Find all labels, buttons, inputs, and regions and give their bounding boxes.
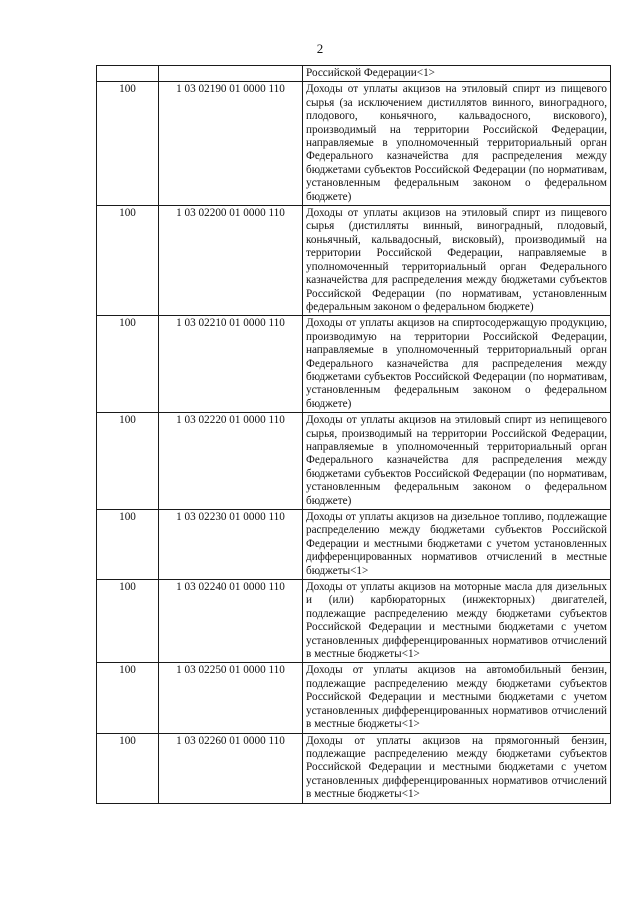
table-row <box>97 580 611 663</box>
description-cell: Доходы от уплаты акцизов на этиловый спирт из непищевого сырья, производимый на территории Российской Федерации, направляемые в уполномоченный территориальный орган Федерального казначейства для распределения между бюджетами субъектов Российской Федерации (по нормативам, установленным федеральным законом о федеральном бюджете) <box>303 413 611 510</box>
table-row <box>97 663 611 733</box>
admin-code-cell: 100 <box>97 580 159 663</box>
table-row <box>97 316 611 413</box>
admin-code-cell: 100 <box>97 663 159 733</box>
description-cell: Доходы от уплаты акцизов на спиртосодержащую продукцию, производимую на территории Российской Федерации, направляемые в уполномоченный территориальный орган Федерального казначейства для распределения между бюджетами субъектов Российской Федерации (по нормативам, установленным федеральным законом о федеральном бюджете) <box>303 316 611 413</box>
table-row <box>97 510 611 580</box>
budget-code-cell <box>159 66 303 82</box>
description-cell: Доходы от уплаты акцизов на автомобильный бензин, подлежащие распределению между бюджетами субъектов Российской Федерации и местными бюджетами с учетом установленных дифференцированных нормативов отчислений в местные бюджеты<1> <box>303 663 611 733</box>
admin-code-cell: 100 <box>97 316 159 413</box>
admin-code-cell <box>97 66 159 82</box>
description-cell: Российской Федерации<1> <box>303 66 611 82</box>
budget-code-cell: 1 03 02260 01 0000 110 <box>159 733 303 803</box>
admin-code-cell: 100 <box>97 510 159 580</box>
admin-code-cell: 100 <box>97 413 159 510</box>
revenue-codes-table <box>96 65 611 804</box>
budget-code-cell: 1 03 02210 01 0000 110 <box>159 316 303 413</box>
table-row <box>97 733 611 803</box>
admin-code-cell: 100 <box>97 206 159 316</box>
budget-code-cell: 1 03 02250 01 0000 110 <box>159 663 303 733</box>
budget-code-cell: 1 03 02230 01 0000 110 <box>159 510 303 580</box>
budget-code-cell: 1 03 02200 01 0000 110 <box>159 206 303 316</box>
admin-code-cell: 100 <box>97 733 159 803</box>
description-cell: Доходы от уплаты акцизов на этиловый спирт из пищевого сырья (за исключением дистиллятов винного, виноградного, плодового, коньячного, кальвадосного, вискового), производимый на территории Российской Федерации, направляемые в уполномоченный территориальный орган Федерального казначейства для распределения между бюджетами субъектов Российской Федерации (по нормативам, установленным федеральным законом о федеральном бюджете) <box>303 82 611 206</box>
description-cell: Доходы от уплаты акцизов на этиловый спирт из пищевого сырья (дистилляты винный, виноградный, плодовый, коньячный, кальвадосный, висковый), производимый на территории Российской Федерации, направляемые в уполномоченный территориальный орган Федерального казначейства для распределения между бюджетами субъектов Российской Федерации (по нормативам, установленным федеральным законом о федеральном бюджете) <box>303 206 611 316</box>
description-cell: Доходы от уплаты акцизов на моторные масла для дизельных и (или) карбюраторных (инжекторных) двигателей, подлежащие распределению между бюджетами субъектов Российской Федерации и местными бюджетами с учетом установленных дифференцированных нормативов отчислений в местные бюджеты<1> <box>303 580 611 663</box>
description-cell: Доходы от уплаты акцизов на дизельное топливо, подлежащие распределению между бюджетами субъектов Российской Федерации и местными бюджетами с учетом установленных дифференцированных нормативов отчислений в местные бюджеты<1> <box>303 510 611 580</box>
budget-code-cell: 1 03 02190 01 0000 110 <box>159 82 303 206</box>
page-number: 2 <box>316 41 324 56</box>
budget-code-cell: 1 03 02220 01 0000 110 <box>159 413 303 510</box>
table-row <box>97 413 611 510</box>
budget-code-cell: 1 03 02240 01 0000 110 <box>159 580 303 663</box>
table-row-continuation <box>97 66 611 82</box>
table-row <box>97 82 611 206</box>
table-row <box>97 206 611 316</box>
admin-code-cell: 100 <box>97 82 159 206</box>
description-cell: Доходы от уплаты акцизов на прямогонный бензин, подлежащие распределению между бюджетами субъектов Российской Федерации и местными бюджетами с учетом установленных дифференцированных нормативов отчислений в местные бюджеты<1> <box>303 733 611 803</box>
